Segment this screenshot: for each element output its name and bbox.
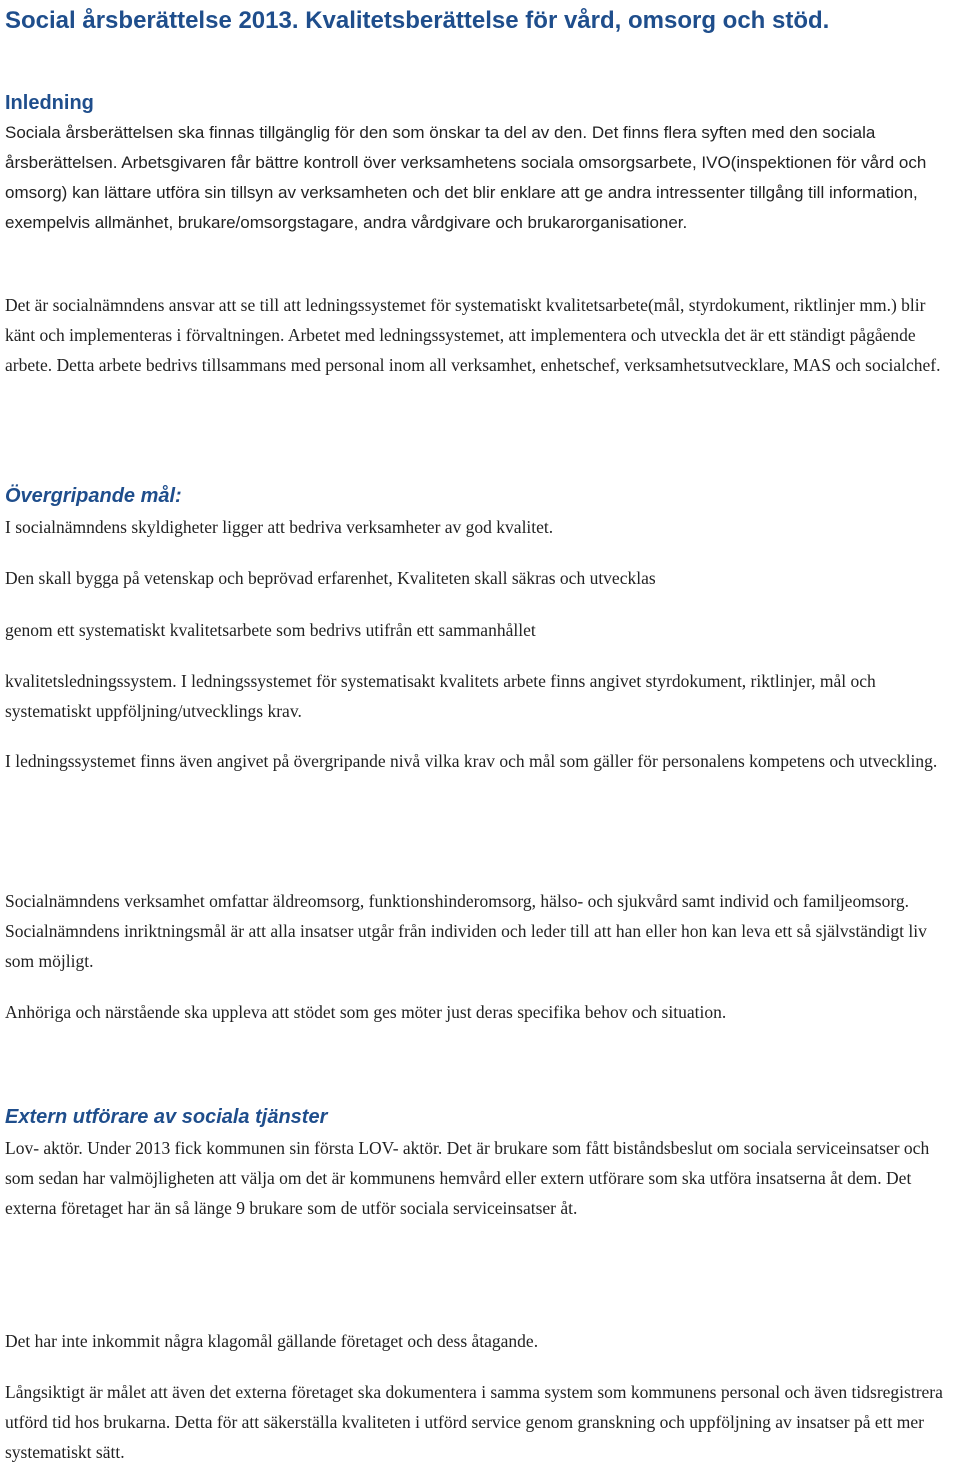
paragraph-mal-5: I ledningssystemet finns även angivet på övergripande nivå vilka krav och mål som gäller för personalens kompetens och utveckling.: [5, 751, 938, 771]
paragraph-mal-3: genom ett systematiskt kvalitetsarbete som bedrivs utifrån ett sammanhållet: [5, 620, 536, 640]
paragraph-extern-3: Långsiktigt är målet att även det externa företaget ska dokumentera i samma system som kommunens personal och även tidsregistrera utförd tid hos brukarna. Detta för att säkerställa kvaliteten i utförd service genom granskning och uppföljning av insatser på ett mer systematiskt sätt.: [5, 1382, 943, 1462]
paragraph-inledning-1: Sociala årsberättelsen ska finnas tillgänglig för den som önskar ta del av den. Det finns flera syften med den sociala årsberättelsen. Arbetsgivaren får bättre kontroll över verksamhetens sociala omsorgsarbete, IVO(inspektionen för vård och omsorg) kan lättare utföra sin tillsyn av verksamheten och det blir enklare att ge andra intressenter tillgång till information, exempelvis allmänhet, brukare/omsorgstagare, andra vårdgivare och brukarorganisationer.: [5, 123, 927, 232]
paragraph-mal-7: Anhöriga och närstående ska uppleva att stödet som ges möter just deras specifika behov och situation.: [5, 1002, 727, 1022]
document-title: Social årsberättelse 2013. Kvalitetsberättelse för vård, omsorg och stöd.: [5, 7, 830, 34]
section-heading-overgripande-mal: Övergripande mål:: [5, 485, 182, 507]
paragraph-mal-4: kvalitetsledningssystem. I ledningssystemet för systematisakt kvalitets arbete finns angivet styrdokument, riktlinjer, mål och systematiskt uppföljning/utvecklings krav.: [5, 671, 876, 721]
paragraph-mal-6: Socialnämndens verksamhet omfattar äldreomsorg, funktionshinderomsorg, hälso- och sjukvård samt individ och familjeomsorg. Socialnämndens inriktningsmål är att alla insatser utgår från individen och leder till att han eller hon kan leva ett så självständigt liv som möjligt.: [5, 891, 927, 971]
section-heading-inledning: Inledning: [5, 92, 94, 114]
paragraph-mal-2: Den skall bygga på vetenskap och beprövad erfarenhet, Kvaliteten skall säkras och utvecklas: [5, 568, 656, 588]
paragraph-inledning-2: Det är socialnämndens ansvar att se till att ledningssystemet för systematiskt kvalitetsarbete(mål, styrdokument, riktlinjer mm.) blir känt och implementeras i förvaltningen. Arbetet med ledningssystemet, att implementera och utveckla det är ett ständigt pågående arbete. Detta arbete bedrivs tillsammans med personal inom all verksamhet, enhetschef, verksamhetsutvecklare, MAS och socialchef.: [5, 295, 941, 375]
paragraph-mal-1: I socialnämndens skyldigheter ligger att bedriva verksamheter av god kvalitet.: [5, 517, 554, 537]
paragraph-extern-2: Det har inte inkommit några klagomål gällande företaget och dess åtagande.: [5, 1331, 539, 1351]
section-heading-extern-utforare: Extern utförare av sociala tjänster: [5, 1106, 328, 1128]
paragraph-extern-1: Lov- aktör. Under 2013 fick kommunen sin första LOV- aktör. Det är brukare som fått biståndsbeslut om sociala serviceinsatser och som sedan har valmöjligheten att välja om det är kommunens hemvård eller extern utförare som ska utföra insatserna åt dem. Det externa företaget har än så länge 9 brukare som de utför sociala serviceinsatser åt.: [5, 1138, 930, 1218]
